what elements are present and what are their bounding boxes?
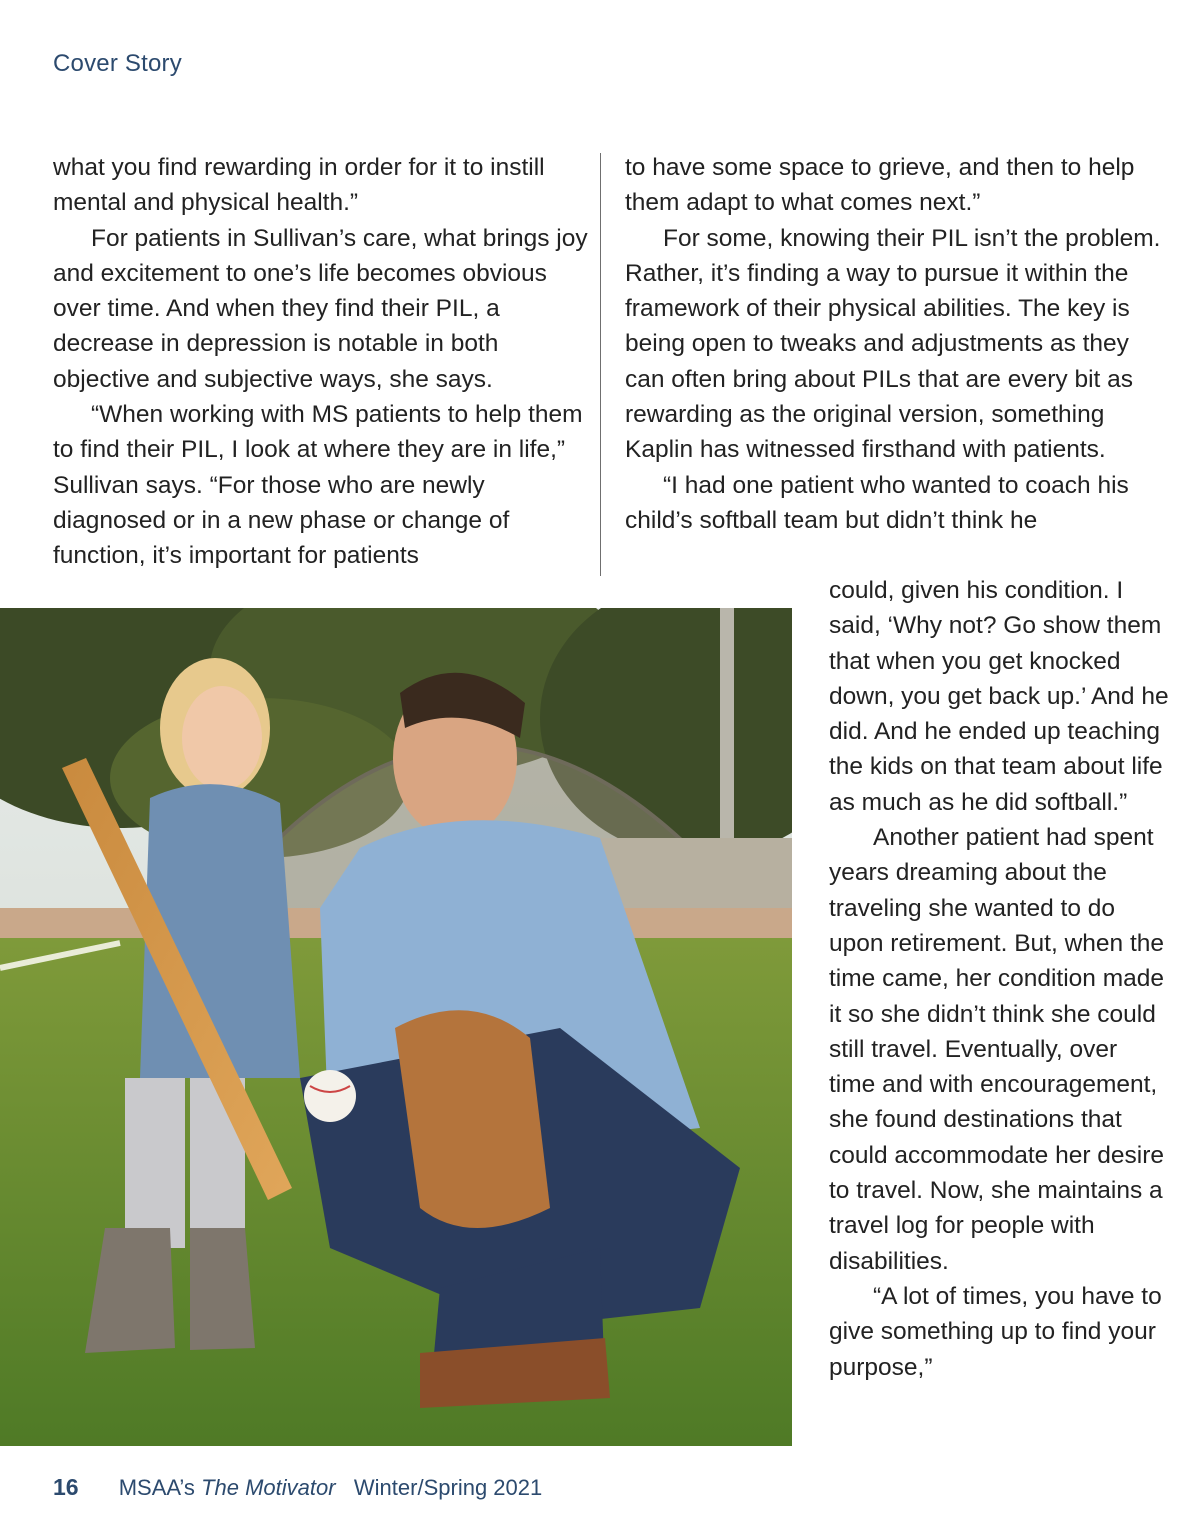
page-footer: [53, 1474, 542, 1501]
paragraph: For patients in Sullivan’s care, what brings joy and excitement to one’s life becomes obvious over time. And when they find their PIL, a decrease in depression is notable in both objective and subjective ways, she says.: [53, 224, 588, 393]
paragraph: Another patient had spent years dreaming about the traveling she wanted to do upon retirement. But, when the time came, her condition made it so she didn’t think she could still travel. Eventually, over time and with encouragement, she found destinations that could accommodate her desire to travel. Now, she maintains a travel log for people with disabilities.: [829, 824, 1165, 1275]
paragraph: what you find rewarding in order for it to instill mental and physical health.”: [53, 154, 545, 217]
publisher-name: MSAA’s: [118, 1475, 195, 1500]
issue-date: Winter/Spring 2021: [353, 1475, 543, 1500]
page-number: 16: [53, 1474, 79, 1500]
article-photo: [0, 608, 792, 1446]
section-label: Cover Story: [53, 50, 182, 77]
article-column-2: [625, 150, 1165, 538]
paragraph: could, given his condition. I said, ‘Why not? Go show them that when you get knocked down, you get back up.’ And he did. And he ended up teaching the kids on that team about life as much as he did softball.”: [829, 577, 1169, 816]
paragraph: to have some space to grieve, and then to help them adapt to what comes next.”: [625, 154, 1135, 217]
paragraph: For some, knowing their PIL isn’t the problem. Rather, it’s finding a way to pursue it within the framework of their physical abilities. The key is being open to tweaks and adjustments as they can often bring about PILs that are every bit as rewarding as the original version, something Kaplin has witnessed firsthand with patients.: [625, 224, 1161, 464]
paragraph: “A lot of times, you have to give something up to find your purpose,”: [829, 1282, 1162, 1381]
column-divider: [600, 153, 601, 576]
paragraph: “I had one patient who wanted to coach his child’s softball team but didn’t think he: [625, 471, 1129, 534]
publication-title: The Motivator: [201, 1475, 336, 1500]
article-column-1: [53, 150, 588, 574]
article-column-3: [829, 573, 1169, 1385]
paragraph: “When working with MS patients to help them to find their PIL, I look at where they are in life,” Sullivan says. “For those who are newly diagnosed or in a new phase or change of function, it’s important for patients: [53, 401, 583, 570]
